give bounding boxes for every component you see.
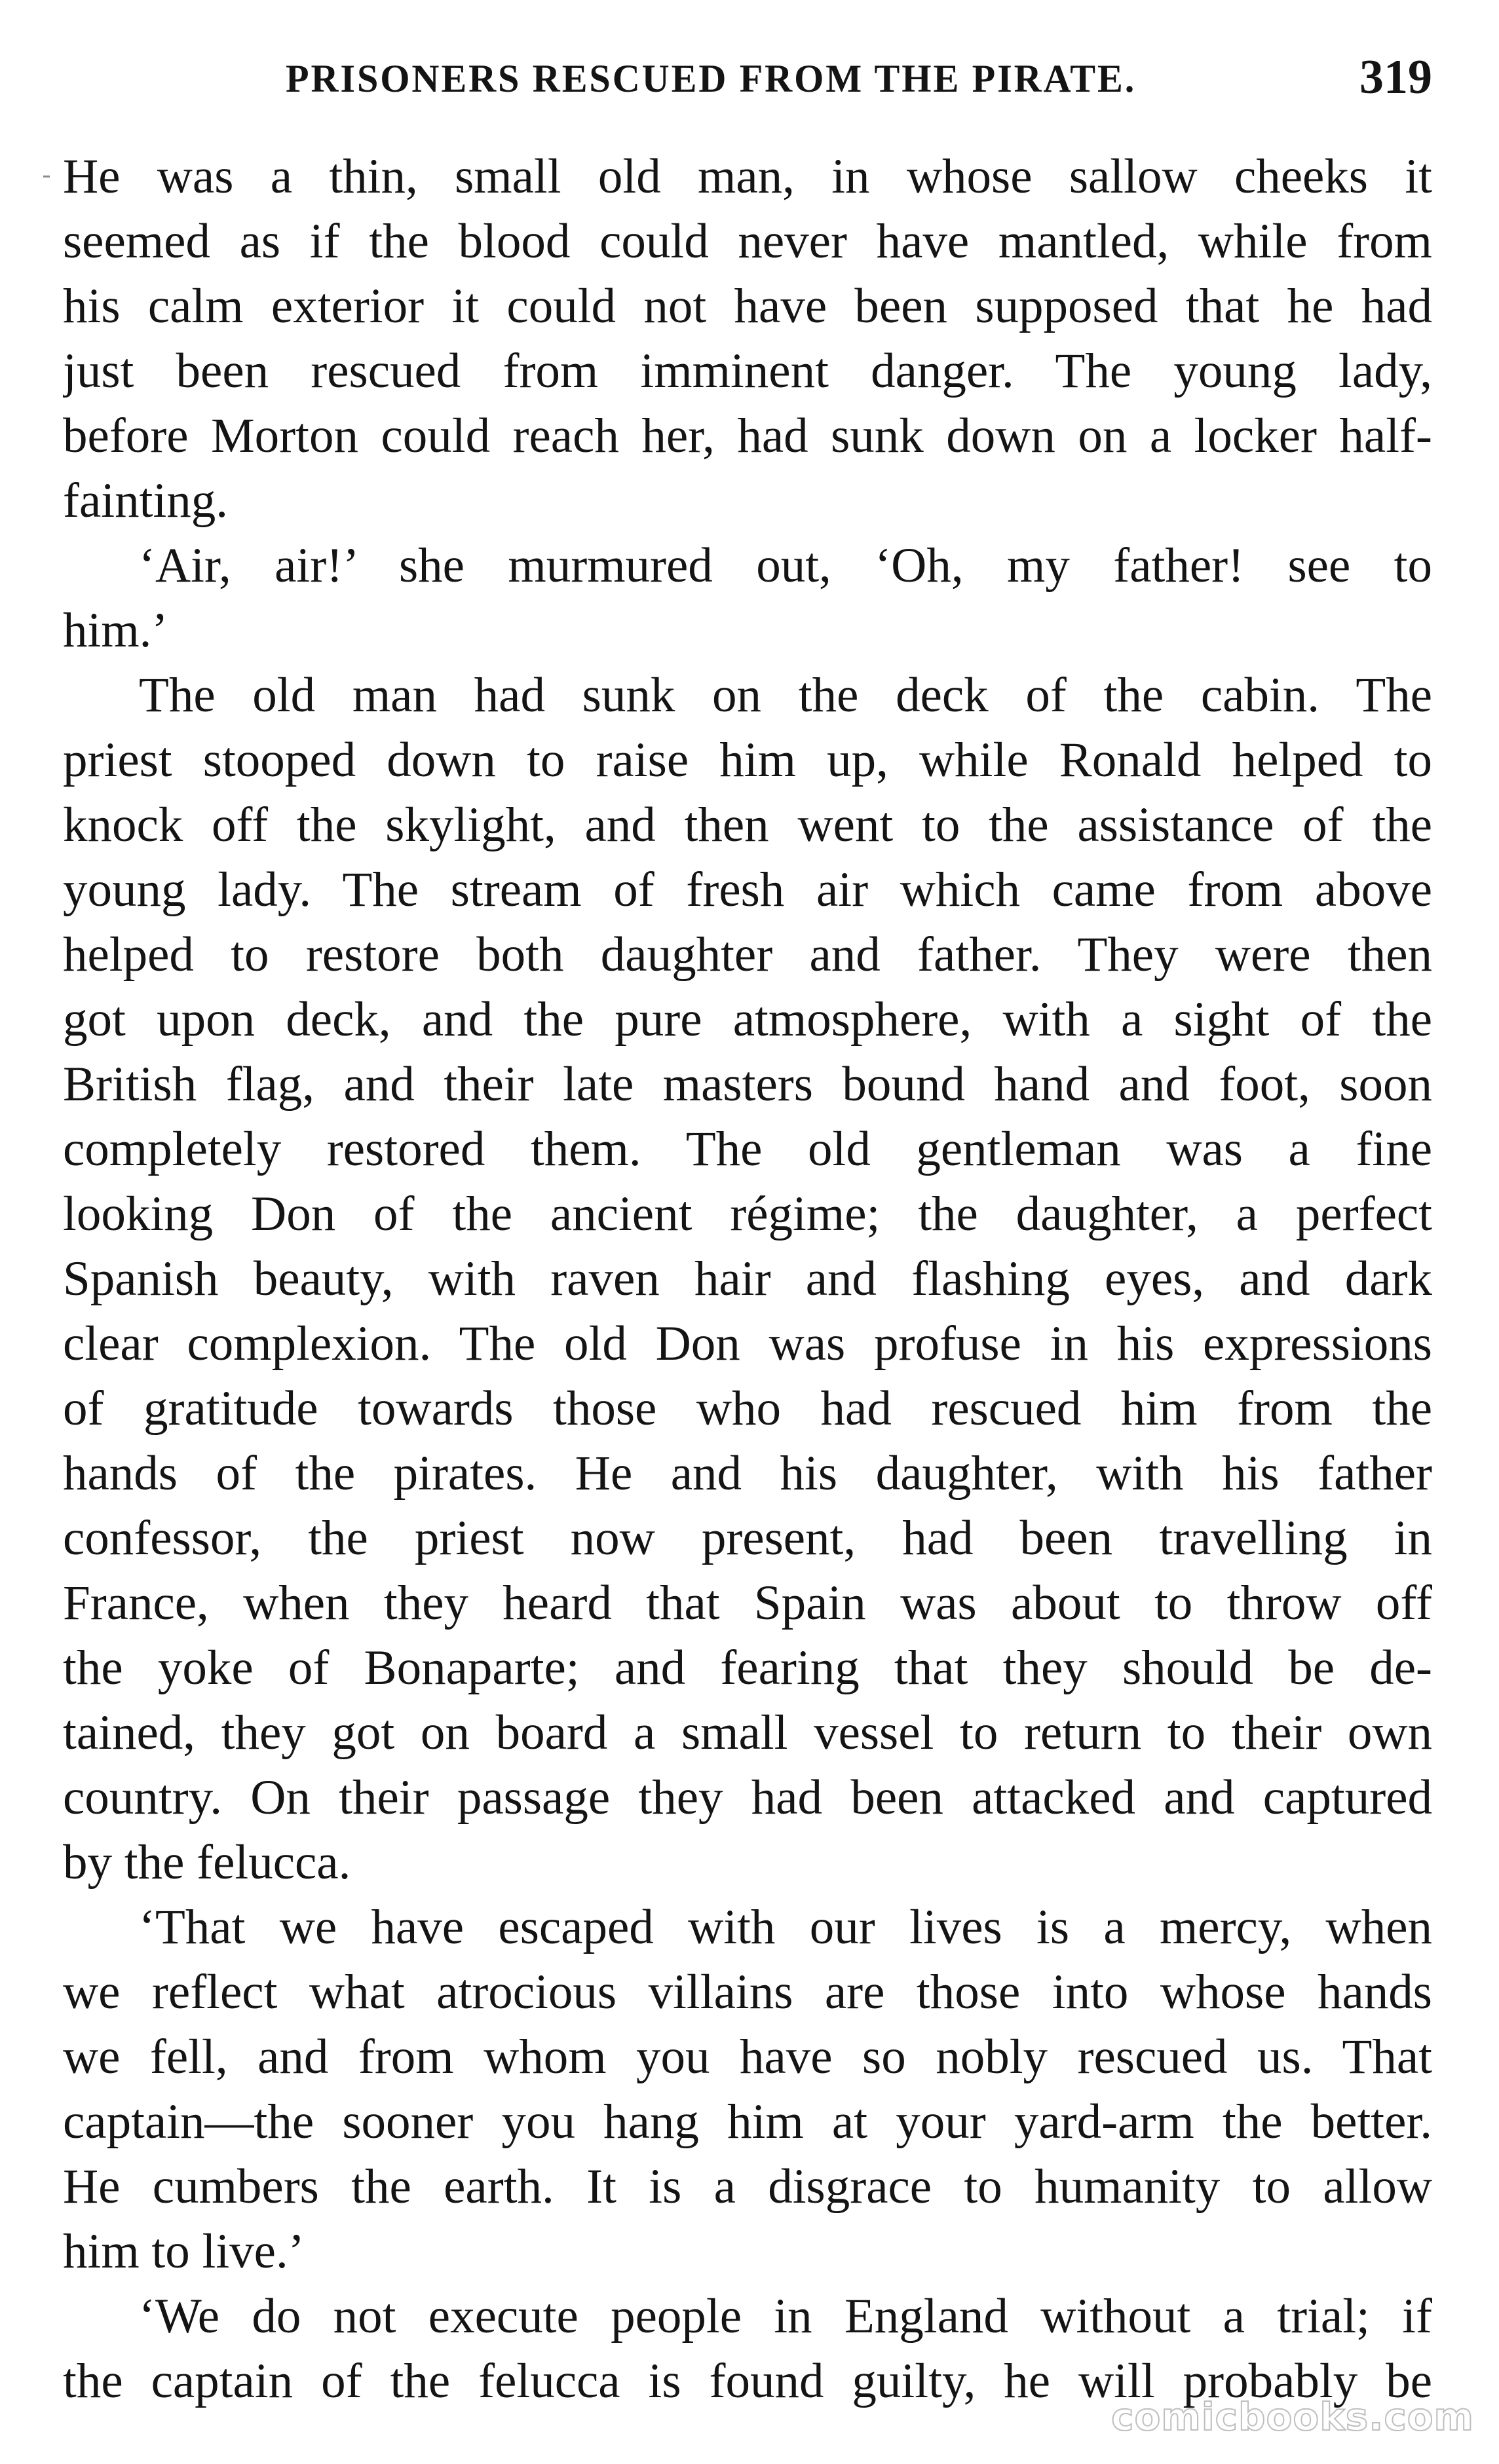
text-line: ‘We do not execute people in England without a trial; if [139, 2289, 1432, 2343]
text-line: the captain of the felucca is found guilty, he will probably be [63, 2354, 1432, 2408]
text-line: seemed as if the blood could never have mantled, while from [63, 214, 1432, 269]
text-line: He cumbers the earth. It is a disgrace to humanity to allow [63, 2159, 1432, 2214]
text-line: his calm exterior it could not have been supposed that he had [63, 279, 1432, 333]
text-line: got upon deck, and the pure atmosphere, with a sight of the [63, 992, 1432, 1047]
watermark-logo: comicbooks.com [1111, 2395, 1474, 2439]
text-line: of gratitude towards those who had rescued him from the [63, 1381, 1432, 1436]
body-text [63, 144, 1432, 2414]
text-line: confessor, the priest now present, had been travelling in [63, 1511, 1432, 1565]
text-line: The old man had sunk on the deck of the cabin. The [139, 668, 1432, 722]
text-line: the yoke of Bonaparte; and fearing that they should be de- [63, 1641, 1432, 1695]
text-line: knock off the skylight, and then went to the assistance of the [63, 798, 1432, 852]
margin-mark [43, 176, 50, 177]
text-line: him to live.’ [63, 2224, 305, 2279]
text-line: helped to restore both daughter and father. They were then [63, 927, 1432, 982]
text-line: just been rescued from imminent danger. The young lady, [63, 344, 1432, 398]
text-line: we reflect what atrocious villains are those into whose hands [63, 1965, 1432, 2019]
text-line: ‘Air, air!’ she murmured out, ‘Oh, my father! see to [139, 538, 1432, 593]
page-number: 319 [1359, 50, 1432, 104]
text-line: country. On their passage they had been attacked and captured [63, 1770, 1432, 1825]
text-line: tained, they got on board a small vessel to return to their own [63, 1706, 1432, 1760]
text-line: him.’ [63, 603, 168, 658]
text-line: Spanish beauty, with raven hair and flashing eyes, and dark [63, 1252, 1432, 1306]
text-line: fainting. [63, 474, 229, 528]
text-line: by the felucca. [63, 1835, 351, 1890]
running-head [63, 47, 1432, 119]
text-line: before Morton could reach her, had sunk down on a locker half- [63, 409, 1432, 463]
text-line: ‘That we have escaped with our lives is a mercy, when [139, 1900, 1432, 1954]
text-line: hands of the pirates. He and his daughter, with his father [63, 1446, 1432, 1501]
text-line: completely restored them. The old gentleman was a fine [63, 1122, 1432, 1176]
text-line: France, when they heard that Spain was about to throw off [63, 1576, 1432, 1630]
text-line: we fell, and from whom you have so nobly rescued us. That [63, 2030, 1432, 2084]
text-line: He was a thin, small old man, in whose sallow cheeks it [63, 149, 1432, 204]
text-line: looking Don of the ancient régime; the daughter, a perfect [63, 1187, 1432, 1241]
text-line: captain—the sooner you hang him at your yard-arm the better. [63, 2095, 1432, 2149]
text-line: young lady. The stream of fresh air which came from above [63, 863, 1432, 917]
text-line: priest stooped down to raise him up, while Ronald helped to [63, 733, 1432, 787]
text-line: clear complexion. The old Don was profuse in his expressions [63, 1316, 1432, 1371]
chapter-heading: PRISONERS RESCUED FROM THE PIRATE. [286, 57, 1137, 100]
text-line: British flag, and their late masters bound hand and foot, soon [63, 1057, 1432, 1111]
